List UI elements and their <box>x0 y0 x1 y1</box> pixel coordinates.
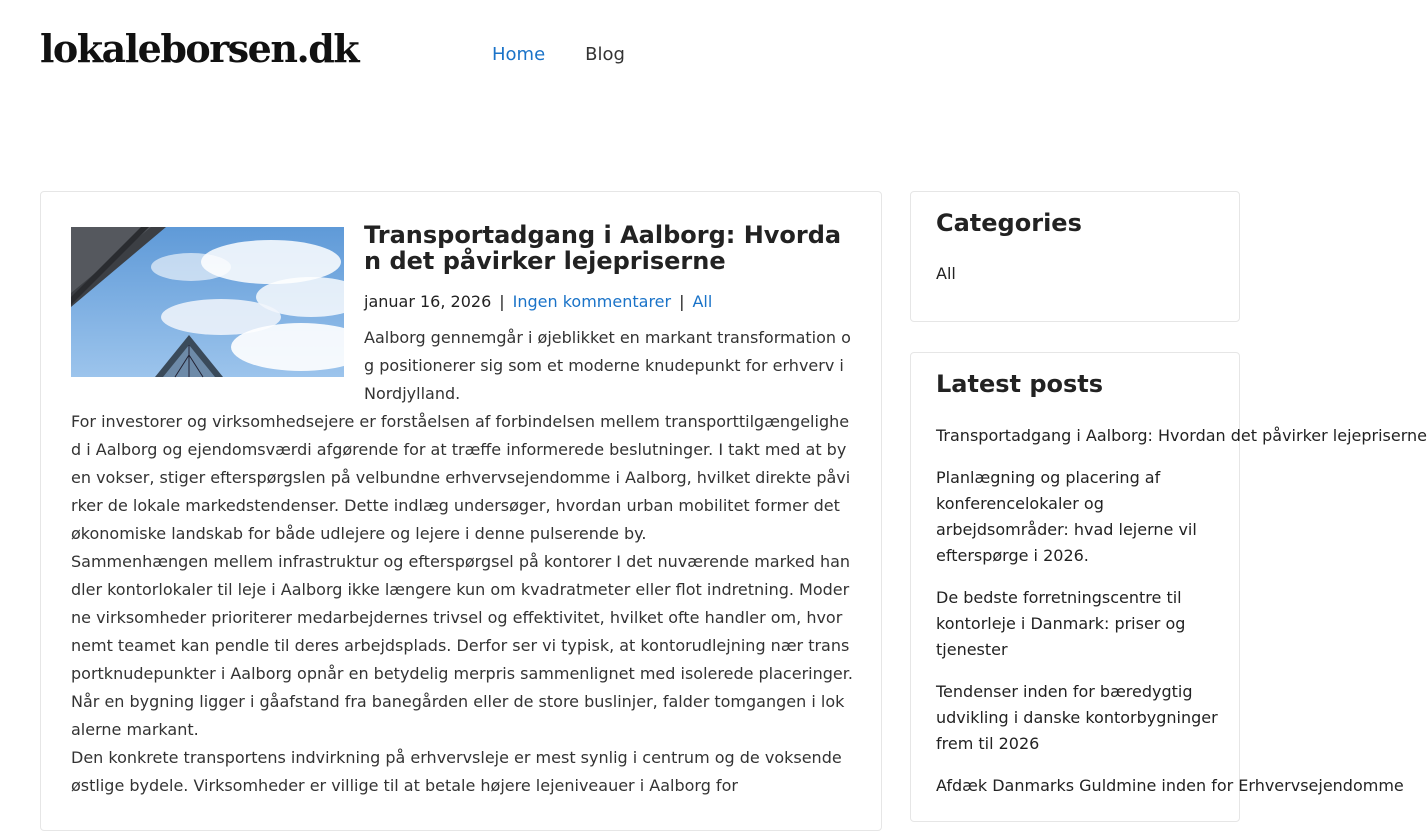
post-card <box>40 191 882 831</box>
latest-post-link[interactable]: Tendenser inden for bæredygtig udvikling i danske kontorbygninger frem til 2026 <box>936 682 1218 753</box>
list-item <box>936 423 1427 449</box>
latest-post-link[interactable]: De bedste forretningscentre til kontorleje i Danmark: priser og tjenester <box>936 588 1186 659</box>
categories-title: Categories <box>936 209 1082 237</box>
site-logo[interactable]: lokaleborsen.dk <box>40 26 359 71</box>
building-sky-image <box>71 227 344 377</box>
post-paragraph: Den konkrete transportens indvirkning på erhvervsleje er mest synlig i centrum og de voksende østlige bydele. Virksomheder er villige til at betale højere lejeniveauer i Aalborg for <box>71 748 842 795</box>
latest-post-link[interactable]: Planlægning og placering af konferencelokaler og arbejdsområder: hvad lejerne vil efterspørge i 2026. <box>936 468 1197 565</box>
latest-post-link[interactable]: Transportadgang i Aalborg: Hvordan det påvirker lejepriserne <box>936 426 1427 445</box>
post-title[interactable]: Transportadgang i Aalborg: Hvordan det påvirker lejepriserne <box>364 221 842 275</box>
nav-home-link[interactable]: Home <box>492 44 546 65</box>
list-item <box>936 773 1404 799</box>
post-thumbnail[interactable] <box>71 227 344 377</box>
latest-posts-widget <box>910 352 1427 822</box>
post-body <box>71 408 853 800</box>
meta-separator: | <box>499 292 505 311</box>
list-item <box>936 585 1226 663</box>
list-item <box>936 465 1226 569</box>
post-paragraph: Sammenhængen mellem infrastruktur og efterspørgsel på kontorer I det nuværende marked handler kontorlokaler til leje i Aalborg ikke længere kun om kvadratmeter eller flot indretning. Moderne virksomheder prioriterer medarbejdernes trivsel og effektivitet, hvilket ofte handler om, hvor nemt teamet kan pendle til deres arbejdsplads. Derfor ser vi typisk, at kontorudlejning nær transportknudepunkter i Aalborg opnår en betydelig merpris sammenlignet med isolerede placeringer. Når en bygning ligger i gåafstand fra banegården eller de store buslinjer, falder tomgangen i lokalerne markant. <box>71 552 853 739</box>
category-link[interactable]: All <box>692 292 713 311</box>
comments-link[interactable]: Ingen kommentarer <box>512 292 672 311</box>
post-date: januar 16, 2026 <box>364 292 492 311</box>
site-header <box>0 0 1280 110</box>
category-item-all[interactable]: All <box>936 264 956 283</box>
latest-posts-list <box>936 423 1427 815</box>
post-intro: Aalborg gennemgår i øjeblikket en markant transformation og positionerer sig som et moderne knudepunkt for erhverv i Nordjylland. <box>364 328 851 403</box>
meta-separator: | <box>679 292 685 311</box>
nav-blog-link[interactable]: Blog <box>585 44 625 65</box>
post-paragraph: For investorer og virksomhedsejere er forståelsen af forbindelsen mellem transporttilgængelighed i Aalborg og ejendomsværdi afgørende for at træffe informerede beslutninger. I takt med at byen vokser, stiger efterspørgslen på velbundne erhvervsejendomme i Aalborg, hvilket direkte påvirker de lokale markedstendenser. Dette indlæg undersøger, hvordan urban mobilitet former det økonomiske landskab for både udlejere og lejere i denne pulserende by. <box>71 412 851 543</box>
list-item <box>936 679 1226 757</box>
main-nav <box>492 42 625 68</box>
latest-post-link[interactable]: Afdæk Danmarks Guldmine inden for Erhvervsejendomme <box>936 776 1404 795</box>
categories-widget <box>910 191 1240 322</box>
latest-posts-title: Latest posts <box>936 370 1104 398</box>
post-meta <box>364 290 712 314</box>
